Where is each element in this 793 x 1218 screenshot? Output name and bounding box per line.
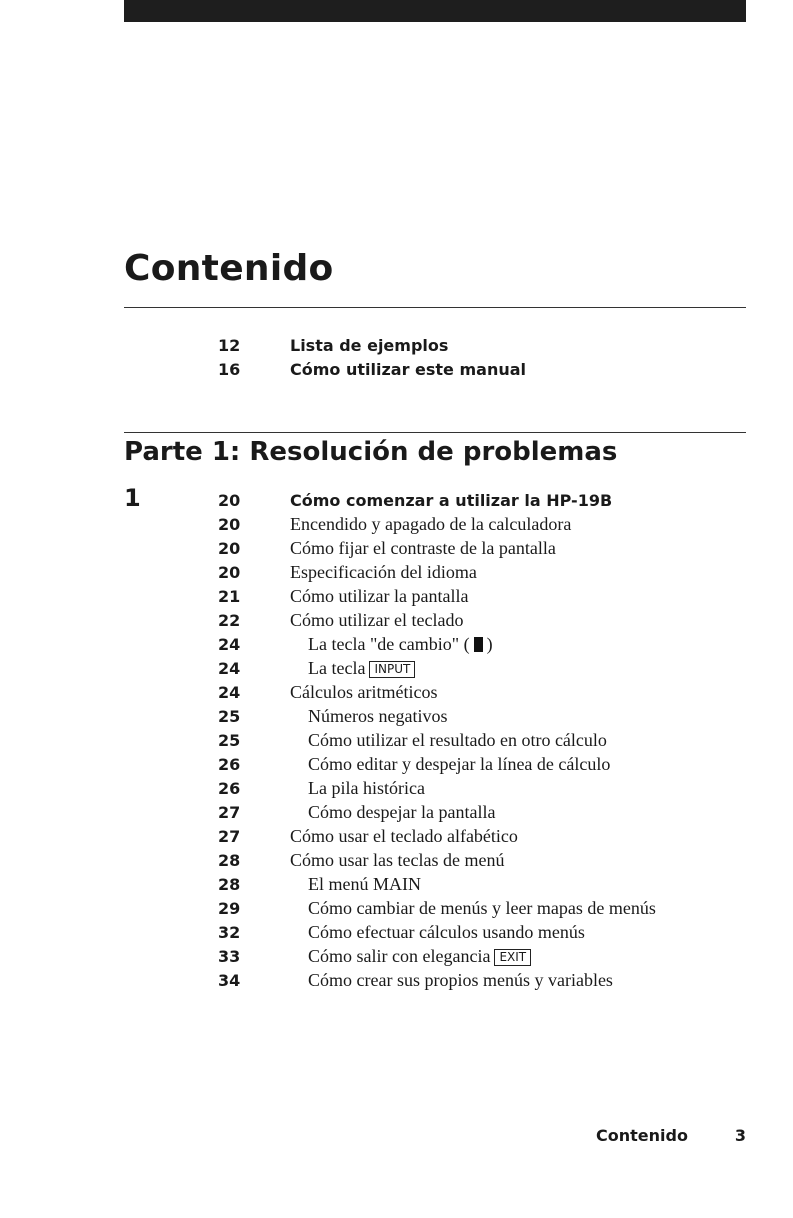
toc-page: 33 xyxy=(218,946,241,966)
chapter-number: 1 xyxy=(124,484,141,512)
toc-page: 28 xyxy=(218,874,241,894)
toc-entry xyxy=(218,632,656,656)
toc-page: 22 xyxy=(218,610,241,630)
toc-title xyxy=(290,946,531,967)
toc-page: 20 xyxy=(218,538,241,558)
shift-key-icon xyxy=(474,637,483,652)
intro-list xyxy=(218,333,526,381)
toc-entry xyxy=(218,704,656,728)
toc-page: 28 xyxy=(218,850,241,870)
toc-title: La pila histórica xyxy=(308,777,425,798)
toc-page: 27 xyxy=(218,826,241,846)
toc-entry xyxy=(218,968,656,992)
exit-key-icon: EXIT xyxy=(494,949,531,966)
toc-title: Especificación del idioma xyxy=(290,561,477,582)
intro-item xyxy=(218,333,526,357)
toc-title: Cálculos aritméticos xyxy=(290,681,438,702)
intro-page: 16 xyxy=(218,359,241,379)
toc-entry xyxy=(218,896,656,920)
toc-page: 32 xyxy=(218,922,241,942)
toc-title: El menú MAIN xyxy=(308,873,421,894)
page-footer xyxy=(596,1126,746,1145)
toc-title: Números negativos xyxy=(308,705,448,726)
toc-page: 21 xyxy=(218,586,241,606)
toc-page: 26 xyxy=(218,778,241,798)
footer-page-number: 3 xyxy=(734,1126,746,1145)
toc-page: 25 xyxy=(218,706,241,726)
toc-entry xyxy=(218,944,656,968)
toc-entry xyxy=(218,488,656,512)
toc-title: Cómo usar el teclado alfabético xyxy=(290,825,518,846)
toc-entry xyxy=(218,608,656,632)
toc-page: 34 xyxy=(218,970,241,990)
toc-entry xyxy=(218,776,656,800)
toc-title: Cómo utilizar el resultado en otro cálculo xyxy=(308,729,607,750)
toc-page: 25 xyxy=(218,730,241,750)
toc-title: Cómo editar y despejar la línea de cálculo xyxy=(308,753,611,774)
toc-title-text: La tecla xyxy=(308,657,366,678)
toc-title xyxy=(290,658,415,679)
toc-page: 24 xyxy=(218,634,241,654)
toc-title-text: La tecla "de cambio" ( xyxy=(308,633,470,654)
footer-label: Contenido xyxy=(596,1126,688,1145)
intro-item xyxy=(218,357,526,381)
toc-title xyxy=(290,634,493,655)
toc-page: 27 xyxy=(218,802,241,822)
toc-entry xyxy=(218,680,656,704)
toc-page: 24 xyxy=(218,682,241,702)
toc-page: 29 xyxy=(218,898,241,918)
toc-page: 24 xyxy=(218,658,241,678)
intro-title: Lista de ejemplos xyxy=(290,335,449,355)
toc-entry xyxy=(218,536,656,560)
toc-title-suffix: ) xyxy=(486,633,493,654)
toc-page: 20 xyxy=(218,490,241,510)
toc-entry xyxy=(218,872,656,896)
title-rule xyxy=(124,307,746,308)
toc-entry xyxy=(218,560,656,584)
toc-title: Cómo crear sus propios menús y variables xyxy=(308,969,613,990)
toc-page: 20 xyxy=(218,562,241,582)
toc-title: Cómo comenzar a utilizar la HP-19B xyxy=(290,490,613,510)
toc-entry xyxy=(218,512,656,536)
toc-title: Encendido y apagado de la calculadora xyxy=(290,513,572,534)
toc-entry xyxy=(218,728,656,752)
toc-entry xyxy=(218,848,656,872)
intro-page: 12 xyxy=(218,335,241,355)
toc-title: Cómo utilizar el teclado xyxy=(290,609,464,630)
toc-title: Cómo utilizar la pantalla xyxy=(290,585,469,606)
chapter-toc xyxy=(218,488,656,992)
page-title: Contenido xyxy=(124,248,334,289)
toc-page: 20 xyxy=(218,514,241,534)
toc-entry xyxy=(218,920,656,944)
part-rule xyxy=(124,432,746,433)
toc-page: 26 xyxy=(218,754,241,774)
toc-title: Cómo despejar la pantalla xyxy=(308,801,496,822)
toc-entry xyxy=(218,800,656,824)
toc-title: Cómo cambiar de menús y leer mapas de menús xyxy=(308,897,656,918)
toc-title: Cómo usar las teclas de menú xyxy=(290,849,505,870)
input-key-icon: INPUT xyxy=(369,661,415,678)
intro-title: Cómo utilizar este manual xyxy=(290,359,527,379)
toc-entry xyxy=(218,824,656,848)
top-black-bar xyxy=(124,0,746,22)
toc-title: Cómo efectuar cálculos usando menús xyxy=(308,921,585,942)
toc-entry xyxy=(218,656,656,680)
toc-title-text: Cómo salir con elegancia xyxy=(308,945,491,966)
toc-title: Cómo fijar el contraste de la pantalla xyxy=(290,537,556,558)
toc-entry xyxy=(218,584,656,608)
toc-entry xyxy=(218,752,656,776)
part-title: Parte 1: Resolución de problemas xyxy=(124,437,618,467)
